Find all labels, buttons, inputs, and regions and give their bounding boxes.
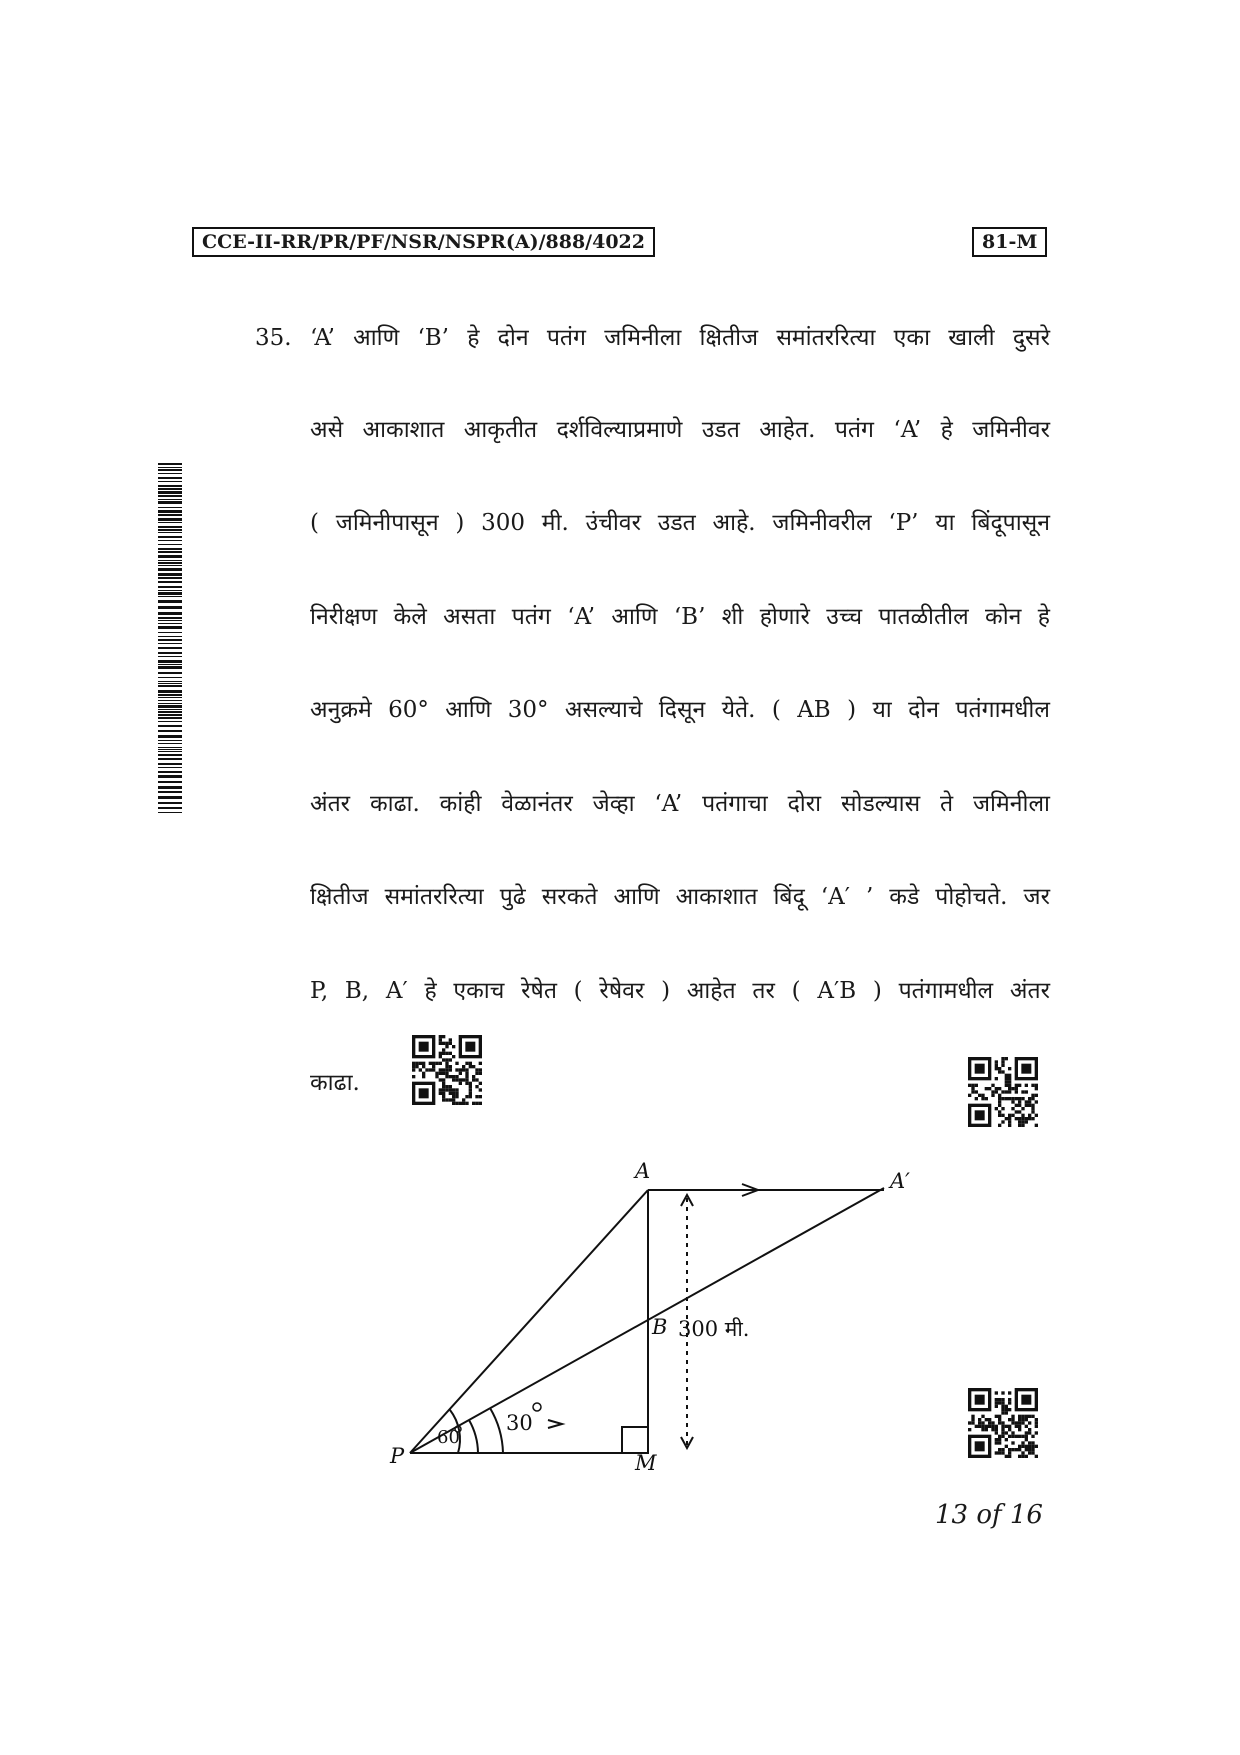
- label-B: B: [652, 1315, 668, 1339]
- subject-code: 81-M: [972, 227, 1047, 257]
- question-line-1: 35. ‘A’ आणि ‘B’ हे दोन पतंग जमिनीला क्षितीज समांतररित्या एका खाली दुसरे: [255, 325, 1050, 351]
- question-line-2: असे आकाशात आकृतीत दर्शविल्याप्रमाणे उडत आहेत. पतंग ‘A’ हे जमिनीवर: [310, 417, 1050, 443]
- qr-code-icon: [412, 1035, 482, 1105]
- angle-arc-30-inner: [469, 1420, 478, 1453]
- label-P: P: [390, 1444, 405, 1468]
- degree-mark-30: [533, 1403, 541, 1411]
- height-arrow-top: [681, 1195, 693, 1206]
- label-height: 300 मी.: [678, 1317, 750, 1341]
- question-line-5: अनुक्रमे 60° आणि 30° असल्याचे दिसून येते. ( AB ) या दोन पतंगामधील: [310, 697, 1050, 723]
- question-line-6: अंतर काढा. कांही वेळानंतर जेव्हा ‘A’ पतंगाचा दोरा सोडल्यास ते जमिनीला: [310, 791, 1050, 817]
- label-M: M: [635, 1451, 657, 1475]
- label-angle-60: 60: [437, 1427, 460, 1448]
- paper-code: CCE-II-RR/PR/PF/NSR/NSPR(A)/888/4022: [192, 227, 655, 257]
- line-PA-prime: [410, 1188, 884, 1453]
- page-number: 13 of 16: [935, 1500, 1043, 1530]
- question-number: 35.: [255, 325, 292, 351]
- degree-mark-60: [455, 1426, 461, 1432]
- qr-code-icon: [968, 1388, 1038, 1458]
- side-barcode: [158, 463, 182, 813]
- line-PA: [410, 1190, 648, 1453]
- question-line-9: काढा.: [310, 1070, 360, 1096]
- question-line-4: निरीक्षण केले असता पतंग ‘A’ आणि ‘B’ शी होणारे उच्च पातळीतील कोन हे: [310, 604, 1050, 630]
- question-line-7: क्षितीज समांतररित्या पुढे सरकते आणि आकाशात बिंदू ‘A′ ’ कडे पोहोचते. जर: [310, 884, 1050, 910]
- label-angle-30: 30: [506, 1411, 533, 1435]
- top-arrow: [742, 1184, 758, 1196]
- height-arrow-bottom: [681, 1437, 693, 1448]
- label-A-prime: A′: [890, 1169, 910, 1193]
- right-angle-mark: [622, 1427, 648, 1453]
- label-A: A: [635, 1159, 651, 1183]
- angle-arc-60: [450, 1410, 460, 1453]
- ground-arrow: [548, 1420, 562, 1428]
- angle-arc-30: [490, 1408, 503, 1453]
- qr-code-icon: [968, 1057, 1038, 1127]
- question-line-8: P, B, A′ हे एकाच रेषेत ( रेषेवर ) आहेत तर ( A′B ) पतंगामधील अंतर: [310, 978, 1050, 1004]
- question-line-3: ( जमिनीपासून ) 300 मी. उंचीवर उडत आहे. जमिनीवरील ‘P’ या बिंदूपासून: [310, 510, 1050, 536]
